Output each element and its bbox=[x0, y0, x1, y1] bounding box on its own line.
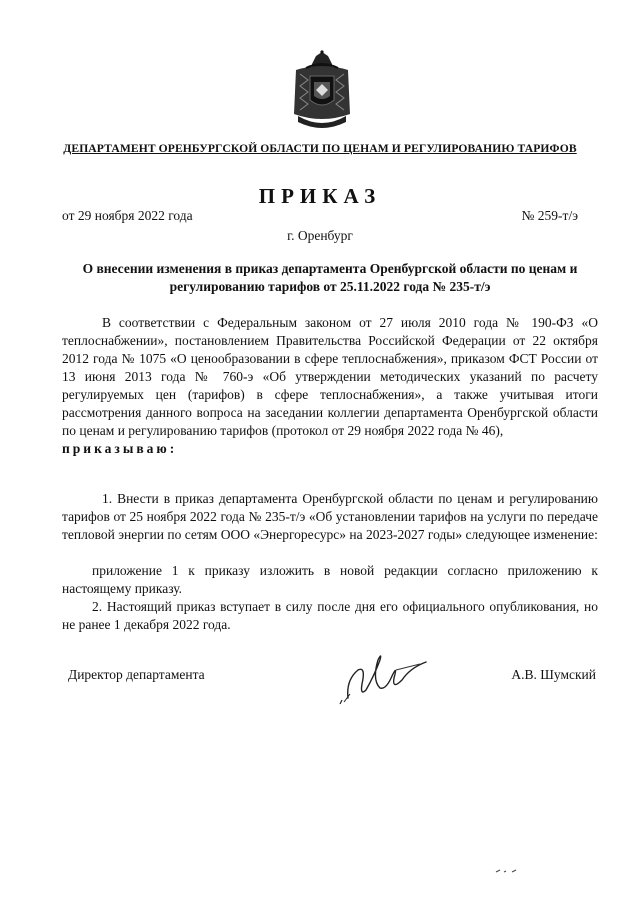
document-type: ПРИКАЗ bbox=[258, 184, 382, 208]
scan-mark bbox=[494, 866, 520, 876]
department-name: ДЕПАРТАМЕНТ ОРЕНБУРГСКОЙ ОБЛАСТИ ПО ЦЕНАМ И РЕГУЛИРОВАНИЮ ТАРИФОВ bbox=[63, 142, 577, 155]
item-1: 1. Внести в приказ департамента Оренбургской области по ценам и регулированию тарифов от 25 ноября 2022 года № 235-т/э «Об установлении тарифов на услуги по передаче тепловой энергии по сетям ООО «Энергоресурс» на 2023-2027 годы» следующее изменение: bbox=[62, 491, 598, 542]
preamble-block bbox=[62, 314, 598, 458]
handwritten-signature-icon bbox=[336, 640, 432, 706]
signatory-name: А.В. Шумский bbox=[511, 667, 596, 682]
coat-of-arms-icon bbox=[290, 50, 354, 132]
item-2: 2. Настоящий приказ вступает в силу после дня его официального опубликования, но не ранее 1 декабря 2022 года. bbox=[62, 599, 598, 632]
document-city: г. Оренбург bbox=[287, 228, 353, 243]
document-date: от 29 ноября 2022 года bbox=[62, 208, 193, 223]
preamble-text: В соответствии с Федеральным законом от 27 июля 2010 года № 190-ФЗ «О теплоснабжении», постановлением Правительства Российской Федерации от 22 октября 2012 года № 1075 «О ценообразовании в сфере теплоснабжения», приказом ФСТ России от 13 июня 2013 года № 760-э «Об утверждении методических указаний по расчету регулируемых цен (тарифов) в сфере теплоснабжения», а также учитывая итоги рассмотрения данного вопроса на заседании коллегии департамента Оренбургской области по ценам и регулированию тарифов (протокол от 29 ноября 2022 года № 46), bbox=[62, 315, 598, 438]
document-number: № 259-т/э bbox=[521, 208, 578, 223]
document-title: О внесении изменения в приказ департамента Оренбургской области по ценам и регулированию тарифов от 25.11.2022 года № 235-т/э bbox=[82, 261, 578, 294]
item-1-sub: приложение 1 к приказу изложить в новой редакции согласно приложению к настоящему приказу. bbox=[62, 563, 598, 596]
order-word: приказываю: bbox=[62, 441, 178, 456]
signatory-position: Директор департамента bbox=[68, 667, 205, 682]
